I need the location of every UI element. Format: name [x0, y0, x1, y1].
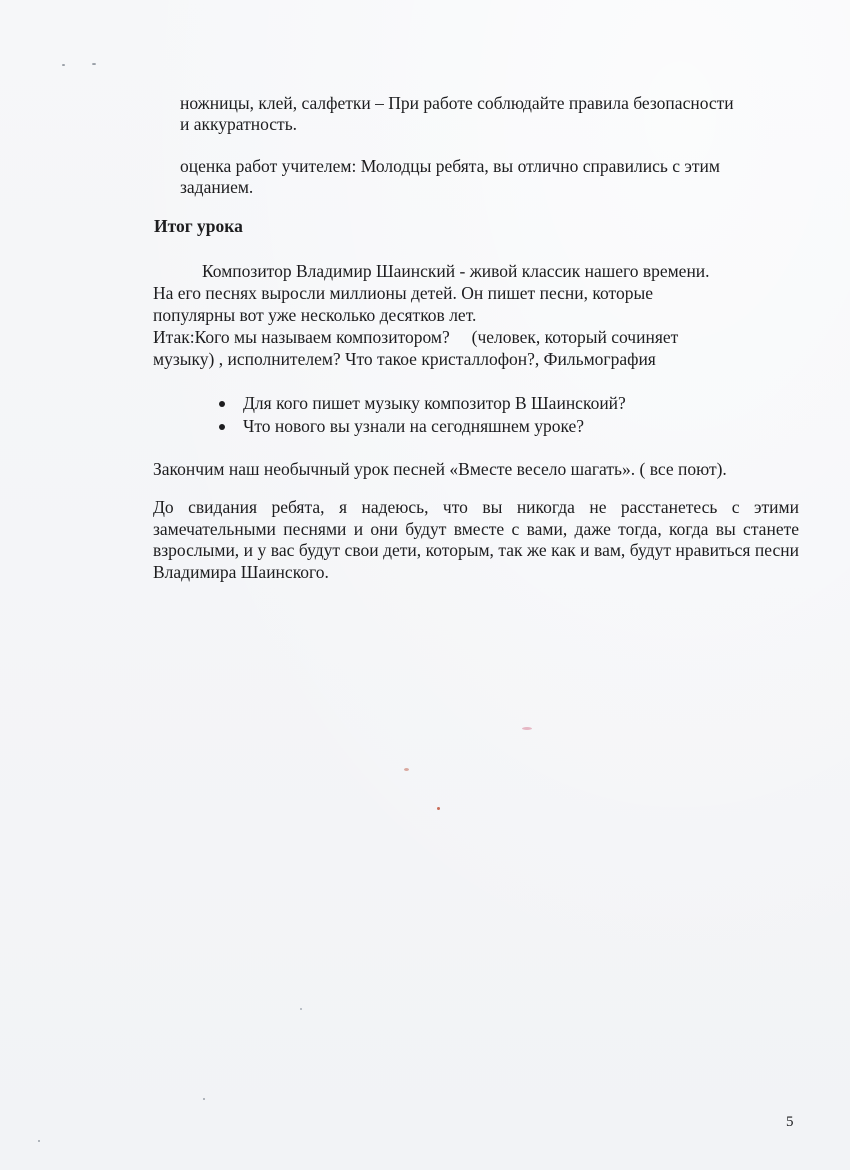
list-item: [218, 392, 626, 415]
scan-speck: [437, 807, 440, 810]
scan-speck: [62, 64, 65, 66]
bullet-icon: [219, 401, 225, 407]
page-number: 5: [786, 1114, 794, 1130]
question-text: Для кого пишет музыку композитор В Шаинскоий?: [243, 393, 626, 413]
summary-heading: Итог урока: [154, 216, 243, 236]
scan-speck: [300, 1008, 302, 1010]
scan-speck: [203, 1098, 205, 1100]
bullet-icon: [219, 424, 225, 430]
evaluation-line-1: оценка работ учителем: Молодцы ребята, вы отлично справились с этим: [180, 156, 720, 176]
scan-speck: [38, 1140, 40, 1142]
scan-speck: [92, 63, 96, 65]
scan-speck: [404, 768, 409, 771]
summary-line-4: Итак:Кого мы называем композитором? (человек, который сочиняет: [153, 327, 679, 347]
summary-line-1: Композитор Владимир Шаинский - живой классик нашего времени.: [202, 261, 710, 281]
farewell-paragraph: До свидания ребята, я надеюсь, что вы никогда не расстанетесь с этими замечательными песнями и они будут вместе с вами, даже тогда, когда вы станете взрослыми, и у вас будут свои дети, которым, так же как и вам, будут нравиться песни Владимира Шаинского.: [153, 497, 799, 582]
summary-line-5: музыку) , исполнителем? Что такое кристаллофон?, Фильмография: [153, 349, 656, 369]
closing-song-line: Закончим наш необычный урок песней «Вместе весело шагать». ( все поют).: [153, 459, 727, 479]
evaluation-line-2: заданием.: [180, 177, 254, 197]
summary-line-2: На его песнях выросли миллионы детей. Он пишет песни, которые: [153, 283, 653, 303]
summary-line-3: популярны вот уже несколько десятков лет.: [153, 305, 477, 325]
questions-list: [218, 392, 626, 438]
question-text: Что нового вы узнали на сегодняшнем уроке?: [243, 416, 585, 436]
materials-line-1: ножницы, клей, салфетки – При работе соблюдайте правила безопасности: [180, 93, 734, 113]
list-item: [218, 415, 626, 438]
materials-line-2: и аккуратность.: [180, 114, 298, 134]
scan-speck: [522, 727, 532, 730]
